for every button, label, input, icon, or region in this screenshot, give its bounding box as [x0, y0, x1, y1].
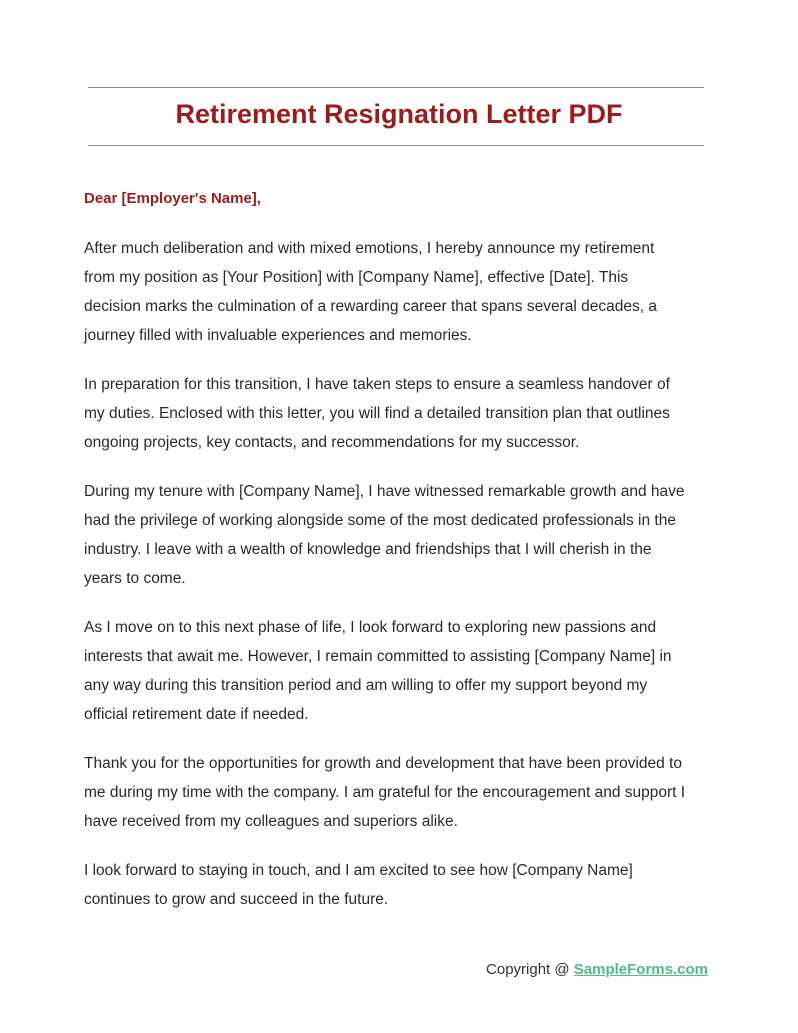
page-title: Retirement Resignation Letter PDF [175, 99, 623, 129]
paragraph-line: I look forward to staying in touch, and I am excited to see how [Company Name] [84, 862, 633, 879]
paragraph-line: Thank you for the opportunities for growth and development that have been provided to [84, 755, 682, 772]
paragraph [84, 613, 724, 729]
greeting: Dear [Employer's Name], [84, 190, 261, 207]
paragraph-line: from my position as [Your Position] with [Company Name], effective [Date]. This [84, 269, 629, 286]
paragraph [84, 749, 724, 836]
paragraph [84, 856, 724, 914]
copyright-text: Copyright @ [486, 961, 574, 978]
paragraph-line: any way during this transition period and am willing to offer my support beyond my [84, 677, 648, 694]
paragraph-line: years to come. [84, 570, 186, 587]
paragraph-line: interests that await me. However, I remain committed to assisting [Company Name] in [84, 648, 672, 665]
footer [486, 961, 708, 978]
paragraph-line: In preparation for this transition, I have taken steps to ensure a seamless handover of [84, 376, 670, 393]
paragraph-line: decision marks the culmination of a rewarding career that spans several decades, a [84, 298, 657, 315]
paragraph [84, 477, 724, 593]
paragraph [84, 234, 724, 350]
paragraph-line: ongoing projects, key contacts, and recommendations for my successor. [84, 434, 580, 451]
bottom-divider [88, 145, 704, 146]
paragraph-line: me during my time with the company. I am grateful for the encouragement and support I [84, 784, 686, 801]
paragraph-line: had the privilege of working alongside some of the most dedicated professionals in the [84, 512, 676, 529]
paragraph-line: industry. I leave with a wealth of knowledge and friendships that I will cherish in the [84, 541, 652, 558]
paragraph [84, 370, 724, 457]
paragraph-line: After much deliberation and with mixed emotions, I hereby announce my retirement [84, 240, 655, 257]
letter-body [84, 234, 724, 934]
paragraph-line: journey filled with invaluable experiences and memories. [84, 327, 472, 344]
sampleforms-link[interactable]: SampleForms.com [573, 961, 708, 978]
paragraph-line: official retirement date if needed. [84, 706, 309, 723]
paragraph-line: have received from my colleagues and superiors alike. [84, 813, 458, 830]
paragraph-line: During my tenure with [Company Name], I have witnessed remarkable growth and have [84, 483, 685, 500]
paragraph-line: continues to grow and succeed in the future. [84, 891, 389, 908]
paragraph-line: As I move on to this next phase of life, I look forward to exploring new passions and [84, 619, 657, 636]
top-divider [88, 87, 704, 88]
paragraph-line: my duties. Enclosed with this letter, you will find a detailed transition plan that outlines [84, 405, 670, 422]
